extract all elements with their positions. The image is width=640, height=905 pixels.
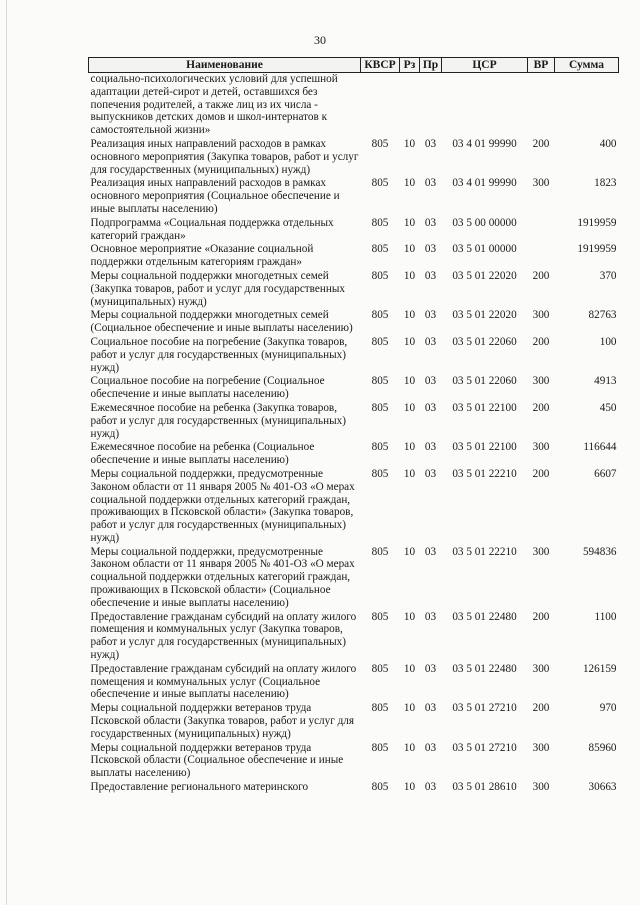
cell-csr: 03 5 01 22100 <box>452 401 517 414</box>
cell-name: Реализация иных направлений расходов в рамках основного мероприятия (Социальное обеспечение и иные выплаты населению) <box>90 177 340 215</box>
cell-rz: 10 <box>403 243 416 256</box>
cell-sum: 1100 <box>594 610 617 623</box>
cell-pr: 03 <box>424 441 437 454</box>
table-row <box>89 243 619 270</box>
cell-pr: 03 <box>424 216 437 229</box>
cell-csr <box>442 73 528 138</box>
cell-sum: 450 <box>599 401 617 414</box>
table-row <box>89 375 619 402</box>
cell-pr: 03 <box>424 702 437 715</box>
cell-kvsr: 805 <box>371 375 389 388</box>
cell-name: Социальное пособие на погребение (Социальное обеспечение и иные выплаты населению) <box>90 375 325 401</box>
cell-vr: 200 <box>532 137 550 150</box>
cell-rz: 10 <box>403 545 416 558</box>
cell-pr: 03 <box>424 335 437 348</box>
page-number: 30 <box>314 33 326 47</box>
cell-vr: 200 <box>532 401 550 414</box>
cell-kvsr: 805 <box>371 467 389 480</box>
cell-kvsr: 805 <box>371 781 389 794</box>
table-row <box>89 336 619 375</box>
cell-name: Предоставление гражданам субсидий на оплату жилого помещения и коммунальных услуг (Социальное обеспечение и иные выплаты населению) <box>90 662 357 701</box>
cell-vr: 200 <box>532 467 550 480</box>
cell-name: Меры социальной поддержки ветеранов труда Псковской области (Социальное обеспечение и иные выплаты населению) <box>90 741 344 780</box>
header-sum: Сумма <box>555 58 619 73</box>
cell-kvsr: 805 <box>371 335 389 348</box>
cell-name: Меры социальной поддержки многодетных семей (Закупка товаров, работ и услуг для государственных (муниципальных) нужд) <box>90 269 345 308</box>
cell-csr: 03 5 01 27210 <box>452 741 517 754</box>
cell-name: Основное мероприятие «Оказание социальной поддержки отдельным категориям граждан» <box>90 243 314 269</box>
cell-sum: 6607 <box>594 467 617 480</box>
cell-csr: 03 5 01 22210 <box>452 467 517 480</box>
cell-pr: 03 <box>424 137 437 150</box>
header-name: Наименование <box>89 58 361 73</box>
cell-sum: 82763 <box>588 309 617 322</box>
table-row <box>89 270 619 309</box>
cell-pr: 03 <box>424 269 437 282</box>
cell-rz: 10 <box>403 441 416 454</box>
table-row <box>89 309 619 336</box>
cell-sum: 126159 <box>582 662 617 675</box>
cell-name: Меры социальной поддержки, предусмотренные Законом области от 11 января 2005 № 401-ОЗ «О мерах социальной поддержки отдельных категорий граждан, проживающих в Псковской области» (Закупка товаров, работ и услуг для государственных (муниципальных) нужд) <box>90 467 355 544</box>
cell-rz: 10 <box>403 375 416 388</box>
table-row <box>89 441 619 468</box>
cell-vr <box>528 73 555 138</box>
cell-rz <box>400 73 420 138</box>
cell-pr: 03 <box>424 467 437 480</box>
table-header <box>89 58 619 73</box>
cell-pr: 03 <box>424 375 437 388</box>
cell-name: Предоставление гражданам субсидий на оплату жилого помещения и коммунальных услуг (Закупка товаров, работ и услуг для государственных (муниципальных) нужд) <box>90 610 357 662</box>
cell-name: Подпрограмма «Социальная поддержка отдельных категорий граждан» <box>90 216 334 242</box>
cell-csr: 03 5 01 22480 <box>452 610 517 623</box>
cell-csr: 03 5 01 22210 <box>452 545 517 558</box>
cell-rz: 10 <box>403 781 416 794</box>
cell-kvsr <box>361 73 400 138</box>
cell-vr: 300 <box>532 741 550 754</box>
table-row <box>89 402 619 441</box>
cell-sum: 370 <box>599 269 617 282</box>
table-row <box>89 468 619 546</box>
cell-name: Ежемесячное пособие на ребенка (Закупка товаров, работ и услуг для государственных (муниципальных) нужд) <box>90 401 346 440</box>
cell-pr: 03 <box>424 741 437 754</box>
cell-rz: 10 <box>403 401 416 414</box>
cell-kvsr: 805 <box>371 309 389 322</box>
cell-sum: 1919959 <box>577 243 617 256</box>
cell-pr: 03 <box>424 309 437 322</box>
header-csr: ЦСР <box>442 58 528 73</box>
table-row <box>89 781 619 795</box>
cell-sum: 970 <box>599 702 617 715</box>
cell-vr <box>528 217 555 244</box>
table-row <box>89 138 619 177</box>
cell-rz: 10 <box>403 137 416 150</box>
cell-name: Социальное пособие на погребение (Закупка товаров, работ и услуг для государственных (муниципальных) нужд) <box>90 335 348 374</box>
table-row <box>89 73 619 138</box>
cell-sum <box>555 73 619 138</box>
scan-edge-line <box>6 0 7 905</box>
cell-kvsr: 805 <box>371 401 389 414</box>
cell-rz: 10 <box>403 702 416 715</box>
cell-vr: 200 <box>532 702 550 715</box>
cell-kvsr: 805 <box>371 269 389 282</box>
cell-sum: 116644 <box>583 441 617 454</box>
cell-kvsr: 805 <box>371 610 389 623</box>
cell-sum: 594836 <box>582 545 617 558</box>
cell-sum: 1823 <box>594 177 617 190</box>
table-row <box>89 546 619 611</box>
cell-csr: 03 4 01 99990 <box>452 177 517 190</box>
cell-vr: 200 <box>532 610 550 623</box>
cell-vr: 300 <box>532 309 550 322</box>
cell-pr: 03 <box>424 662 437 675</box>
cell-kvsr: 805 <box>371 137 389 150</box>
cell-pr: 03 <box>424 401 437 414</box>
cell-name: Реализация иных направлений расходов в рамках основного мероприятия (Закупка товаров, работ и услуг для государственных (муниципальных) нужд) <box>90 137 359 176</box>
table-row <box>89 702 619 741</box>
cell-sum: 85960 <box>588 741 617 754</box>
cell-sum: 1919959 <box>577 216 617 229</box>
cell-vr: 300 <box>532 545 550 558</box>
cell-csr: 03 5 01 22020 <box>452 269 517 282</box>
cell-rz: 10 <box>403 309 416 322</box>
cell-pr: 03 <box>424 243 437 256</box>
cell-pr: 03 <box>424 781 437 794</box>
cell-sum: 100 <box>599 335 617 348</box>
cell-csr: 03 4 01 99990 <box>452 137 517 150</box>
cell-rz: 10 <box>403 467 416 480</box>
cell-kvsr: 805 <box>371 216 389 229</box>
cell-pr: 03 <box>424 610 437 623</box>
cell-sum: 30663 <box>588 781 617 794</box>
table-row <box>89 742 619 781</box>
cell-vr: 300 <box>532 781 550 794</box>
cell-rz: 10 <box>403 269 416 282</box>
cell-rz: 10 <box>403 662 416 675</box>
cell-rz: 10 <box>403 741 416 754</box>
cell-kvsr: 805 <box>371 662 389 675</box>
cell-name: социально-психологических условий для успешной адаптации детей-сирот и детей, оставшихся без попечения родителей, а также лиц из их числа - выпускников детских домов и школ-интернатов к самостоятельной жизни» <box>90 73 338 137</box>
cell-vr: 300 <box>532 441 550 454</box>
cell-kvsr: 805 <box>371 177 389 190</box>
cell-kvsr: 805 <box>371 702 389 715</box>
table-row <box>89 177 619 216</box>
cell-pr: 03 <box>424 545 437 558</box>
cell-name: Предоставление регионального материнского <box>90 781 309 794</box>
header-pr: Пр <box>420 58 442 73</box>
cell-csr: 03 5 01 22020 <box>452 309 517 322</box>
cell-pr: 03 <box>424 177 437 190</box>
cell-csr: 03 5 01 28610 <box>452 781 517 794</box>
cell-vr: 200 <box>532 335 550 348</box>
cell-vr: 300 <box>532 375 550 388</box>
table-row <box>89 217 619 244</box>
cell-csr: 03 5 01 22100 <box>452 441 517 454</box>
cell-rz: 10 <box>403 610 416 623</box>
cell-sum: 4913 <box>594 375 617 388</box>
cell-csr: 03 5 01 22480 <box>452 662 517 675</box>
cell-name: Меры социальной поддержки ветеранов труда Псковской области (Закупка товаров, работ и услуг для государственных (муниципальных) нужд) <box>90 702 355 740</box>
header-rz: Рз <box>400 58 420 73</box>
table-body <box>89 73 619 795</box>
cell-vr <box>528 243 555 270</box>
table-row <box>89 663 619 702</box>
cell-kvsr: 805 <box>371 243 389 256</box>
cell-sum: 400 <box>599 137 617 150</box>
cell-pr <box>420 73 442 138</box>
cell-kvsr: 805 <box>371 441 389 454</box>
budget-table <box>88 57 619 795</box>
cell-csr: 03 5 01 22060 <box>452 375 517 388</box>
cell-name: Меры социальной поддержки многодетных семей (Социальное обеспечение и иные выплаты населению) <box>90 309 353 335</box>
cell-name: Меры социальной поддержки, предусмотренные Законом области от 11 января 2005 № 401-ОЗ «О мерах социальной поддержки отдельных категорий граждан, проживающих в Псковской области» (Социальное обеспечение и иные выплаты населению) <box>90 545 355 609</box>
cell-csr: 03 5 01 27210 <box>452 702 517 715</box>
cell-kvsr: 805 <box>371 741 389 754</box>
cell-rz: 10 <box>403 177 416 190</box>
cell-vr: 300 <box>532 177 550 190</box>
cell-rz: 10 <box>403 335 416 348</box>
cell-vr: 200 <box>532 269 550 282</box>
cell-rz: 10 <box>403 216 416 229</box>
cell-csr: 03 5 00 00000 <box>452 216 517 229</box>
table-row <box>89 611 619 663</box>
header-vr: ВР <box>528 58 555 73</box>
cell-csr: 03 5 01 00000 <box>452 243 517 256</box>
cell-csr: 03 5 01 22060 <box>452 335 517 348</box>
header-kvsr: КВСР <box>361 58 400 73</box>
cell-vr: 300 <box>532 662 550 675</box>
cell-kvsr: 805 <box>371 545 389 558</box>
cell-name: Ежемесячное пособие на ребенка (Социальное обеспечение и иные выплаты населению) <box>90 441 315 467</box>
